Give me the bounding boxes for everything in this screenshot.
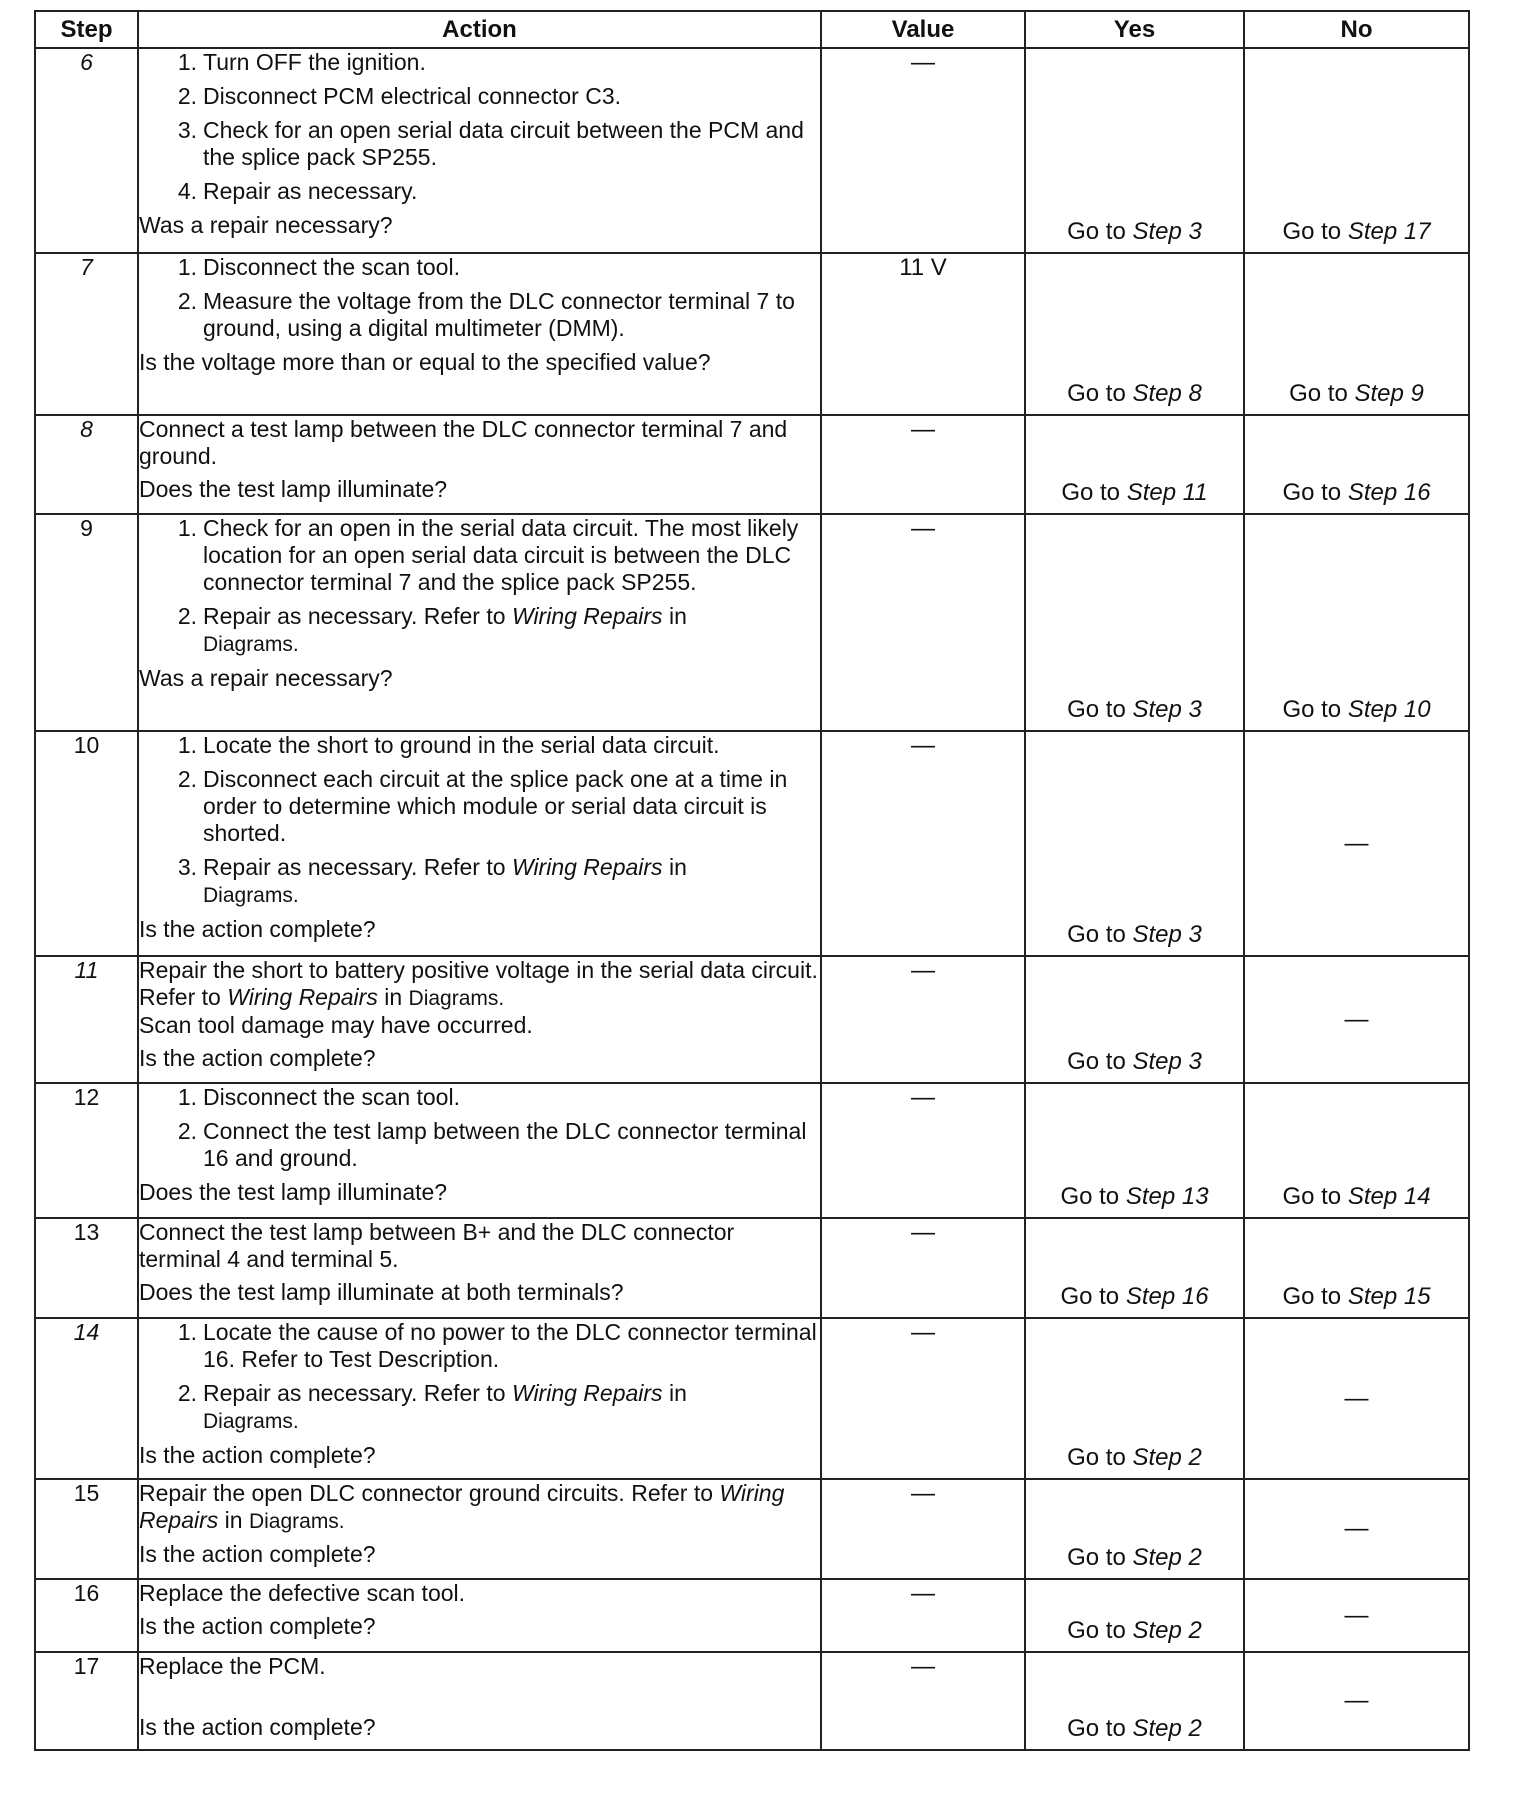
list-item: 1. Disconnect the scan tool. <box>177 254 460 280</box>
no-cell: Go to Step 9 <box>1244 253 1469 415</box>
no-cell: — <box>1244 731 1469 956</box>
step-number: 7 <box>35 253 138 415</box>
action-note: Scan tool damage may have occurred. <box>139 1012 533 1038</box>
action-cell <box>138 1083 821 1218</box>
action-cell <box>138 48 821 253</box>
step-number: 14 <box>35 1318 138 1479</box>
no-cell: Go to Step 16 <box>1244 415 1469 514</box>
action-cell <box>138 956 821 1083</box>
list-item: 3. Check for an open serial data circuit between the PCM and the splice pack SP255. <box>177 117 804 170</box>
list-item: 1. Disconnect the scan tool. <box>177 1084 460 1110</box>
value-cell: — <box>821 956 1025 1083</box>
action-question: Is the action complete? <box>139 916 376 942</box>
value-cell: — <box>821 731 1025 956</box>
action-text: Connect a test lamp between the DLC connector terminal 7 and ground. <box>139 416 788 469</box>
no-cell: — <box>1244 1318 1469 1479</box>
header-step: Step <box>35 11 138 48</box>
no-cell: — <box>1244 956 1469 1083</box>
action-cell <box>138 1318 821 1479</box>
action-cell <box>138 1218 821 1318</box>
list-item: 2. Measure the voltage from the DLC connector terminal 7 to ground, using a digital multimeter (DMM). <box>177 288 795 341</box>
no-cell: — <box>1244 1479 1469 1579</box>
value-cell: — <box>821 48 1025 253</box>
action-question: Was a repair necessary? <box>139 665 393 691</box>
table-row <box>35 1318 1469 1479</box>
table-row <box>35 1579 1469 1652</box>
value-cell: — <box>821 1318 1025 1479</box>
list-item: 1. Turn OFF the ignition. <box>177 49 426 75</box>
header-row <box>35 11 1469 48</box>
step-number: 13 <box>35 1218 138 1318</box>
yes-cell: Go to Step 2 <box>1025 1579 1244 1652</box>
value-cell: — <box>821 1652 1025 1750</box>
yes-cell: Go to Step 3 <box>1025 956 1244 1083</box>
table-row <box>35 514 1469 731</box>
table-row <box>35 253 1469 415</box>
action-text: Replace the PCM. <box>139 1653 326 1679</box>
header-yes: Yes <box>1025 11 1244 48</box>
no-cell: Go to Step 10 <box>1244 514 1469 731</box>
action-cell <box>138 1479 821 1579</box>
yes-cell: Go to Step 2 <box>1025 1652 1244 1750</box>
step-number: 16 <box>35 1579 138 1652</box>
action-cell <box>138 514 821 731</box>
list-item: 2. Repair as necessary. Refer to Wiring Repairs in Diagrams. <box>177 1380 687 1433</box>
table-row <box>35 48 1469 253</box>
step-number: 8 <box>35 415 138 514</box>
value-cell: — <box>821 1083 1025 1218</box>
yes-cell: Go to Step 11 <box>1025 415 1244 514</box>
yes-cell: Go to Step 3 <box>1025 514 1244 731</box>
step-number: 6 <box>35 48 138 253</box>
table-row <box>35 1479 1469 1579</box>
list-item: 2. Connect the test lamp between the DLC connector terminal 16 and ground. <box>177 1118 807 1171</box>
yes-cell: Go to Step 3 <box>1025 48 1244 253</box>
action-question: Was a repair necessary? <box>139 212 393 238</box>
list-item: 1. Locate the short to ground in the serial data circuit. <box>177 732 720 758</box>
diagnostic-table <box>34 10 1470 1751</box>
action-question: Is the action complete? <box>139 1714 376 1740</box>
value-cell: — <box>821 415 1025 514</box>
list-item: 2. Repair as necessary. Refer to Wiring Repairs in Diagrams. <box>177 603 687 656</box>
action-cell <box>138 1652 821 1750</box>
step-number: 17 <box>35 1652 138 1750</box>
action-cell <box>138 731 821 956</box>
yes-cell: Go to Step 2 <box>1025 1318 1244 1479</box>
table-row <box>35 1083 1469 1218</box>
header-no: No <box>1244 11 1469 48</box>
action-question: Does the test lamp illuminate? <box>139 476 448 502</box>
action-cell <box>138 1579 821 1652</box>
step-number: 11 <box>35 956 138 1083</box>
yes-cell: Go to Step 2 <box>1025 1479 1244 1579</box>
action-cell <box>138 415 821 514</box>
list-item: 4. Repair as necessary. <box>177 178 418 204</box>
no-cell: Go to Step 14 <box>1244 1083 1469 1218</box>
header-action: Action <box>138 11 821 48</box>
action-question: Is the voltage more than or equal to the specified value? <box>139 349 711 375</box>
yes-cell: Go to Step 3 <box>1025 731 1244 956</box>
list-item: 2. Disconnect PCM electrical connector C3. <box>177 83 621 109</box>
value-cell: — <box>821 1218 1025 1318</box>
action-question: Is the action complete? <box>139 1045 376 1071</box>
value-cell: — <box>821 514 1025 731</box>
list-item: 1. Check for an open in the serial data circuit. The most likely location for an open serial data circuit is between the DLC connector terminal 7 and the splice pack SP255. <box>177 515 799 595</box>
step-number: 12 <box>35 1083 138 1218</box>
action-question: Is the action complete? <box>139 1541 376 1567</box>
action-text: Repair the open DLC connector ground circuits. Refer to Wiring Repairs in Diagrams. <box>139 1480 785 1533</box>
list-item: 1. Locate the cause of no power to the DLC connector terminal 16. Refer to Test Description. <box>177 1319 817 1372</box>
yes-cell: Go to Step 13 <box>1025 1083 1244 1218</box>
no-cell: — <box>1244 1579 1469 1652</box>
no-cell: Go to Step 17 <box>1244 48 1469 253</box>
action-text: Connect the test lamp between B+ and the DLC connector terminal 4 and terminal 5. <box>139 1219 735 1272</box>
no-cell: — <box>1244 1652 1469 1750</box>
action-question: Does the test lamp illuminate at both terminals? <box>139 1279 624 1305</box>
list-item: 2. Disconnect each circuit at the splice pack one at a time in order to determine which module or serial data circuit is shorted. <box>177 766 788 846</box>
step-number: 15 <box>35 1479 138 1579</box>
action-question: Does the test lamp illuminate? <box>139 1179 448 1205</box>
value-cell: — <box>821 1479 1025 1579</box>
action-question: Is the action complete? <box>139 1442 376 1468</box>
action-cell <box>138 253 821 415</box>
action-question: Is the action complete? <box>139 1613 376 1639</box>
table-row <box>35 1652 1469 1750</box>
action-text: Repair the short to battery positive voltage in the serial data circuit. Refer to Wiring Repairs in Diagrams. <box>139 957 818 1010</box>
value-cell: — <box>821 1579 1025 1652</box>
table-row <box>35 1218 1469 1318</box>
table-row <box>35 415 1469 514</box>
value-cell: 11 V <box>821 253 1025 415</box>
action-text: Replace the defective scan tool. <box>139 1580 466 1606</box>
step-number: 10 <box>35 731 138 956</box>
step-number: 9 <box>35 514 138 731</box>
list-item: 3. Repair as necessary. Refer to Wiring Repairs in Diagrams. <box>177 854 687 907</box>
yes-cell: Go to Step 8 <box>1025 253 1244 415</box>
yes-cell: Go to Step 16 <box>1025 1218 1244 1318</box>
table-row <box>35 956 1469 1083</box>
no-cell: Go to Step 15 <box>1244 1218 1469 1318</box>
table-row <box>35 731 1469 956</box>
header-value: Value <box>821 11 1025 48</box>
